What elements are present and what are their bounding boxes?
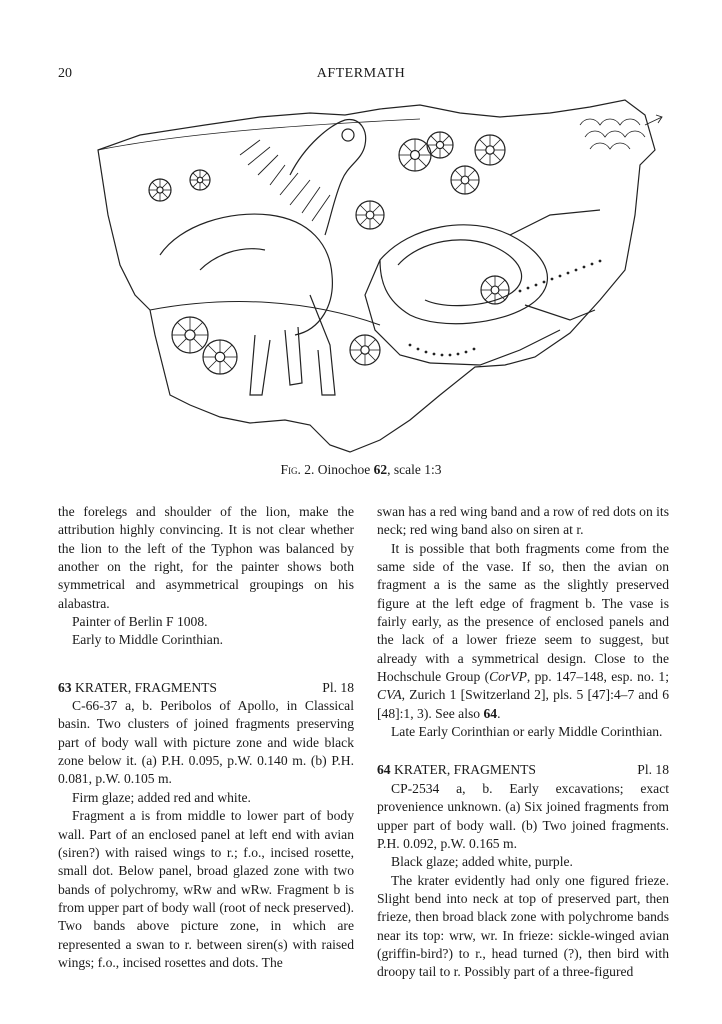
paragraph: The krater evidently had only one figured frieze. Slight bend into neck at top of preserved part, then frieze, then broad black zone with polychrome bands near its top: wrw, wr. In frieze: sickle-winged avian (griffin-bird?) to r., head turned (?), then bird with droopy tail to r. Possibly part of a three-figured <box>377 872 669 980</box>
rosette-ornament <box>350 335 380 365</box>
figure-catalog-number: 62 <box>373 462 388 477</box>
entry-number: 63 <box>58 679 72 695</box>
rosette-ornament <box>481 276 509 304</box>
right-column <box>377 503 669 982</box>
pointer-mark <box>645 115 662 125</box>
scale-pattern <box>580 119 645 149</box>
entry-heading-64 <box>377 761 669 779</box>
rosette-ornament <box>203 340 237 374</box>
figure-label: Fig. <box>280 462 301 477</box>
rosette-ornament <box>149 179 171 201</box>
figure-caption-text: Oinochoe <box>317 462 371 477</box>
rosette-ornament <box>427 132 453 158</box>
rosette-ornament <box>475 135 505 165</box>
plate-reference: Pl. 18 <box>322 679 354 695</box>
rosette-ornament <box>399 139 431 171</box>
paragraph: CP-2534 a, b. Early excavations; exact provenience unknown. (a) Six joined fragments from upper part of body wall. (b) Two joined fragments. P.H. 0.092, p.W. 0.165 m. <box>377 780 669 851</box>
paragraph: Painter of Berlin F 1008. <box>72 614 208 630</box>
cross-reference: 64 <box>483 705 498 721</box>
paragraph: Fragment a is from middle to lower part of body wall. Part of an enclosed panel at left end with avian (siren?) with raised wings to r.; f.o., incised rosette, small dot. Below panel, broad glazed zone with two bands of polychromy, wRw and wRw. Fragment b is from upper part of body wall (root of neck preserved). Two bands above picture zone, in which are represented a swan to r. between siren(s) with raised wings; f.o., incised rosettes and dots. The <box>58 808 354 970</box>
entry-heading-63 <box>58 679 354 697</box>
entry-number: 64 <box>377 762 391 778</box>
text-run: It is possible that both fragments come from the same side of the vase. If so, then the avian on fragment a is the same as the slightly preserved figure at the left edge of fragment b. The vase is fairly early, as the presence of enclosed panels and the lack of a lower frieze seem to suggest, but already with a symmetrical design. Close to the Hochschule Group ( <box>377 540 669 685</box>
entry-title: KRATER, FRAGMENTS <box>394 762 536 778</box>
figure-number: 2. <box>304 462 315 477</box>
paragraph: Firm glaze; added red and white. <box>72 789 251 805</box>
hybrid-creature-figure <box>240 120 366 235</box>
paragraph: C-66-37 a, b. Peribolos of Apollo, in Classical basin. Two clusters of joined fragments preserving part of body wall with picture zone and wide black zone below it. (a) P.H. 0.095, p.W. 0.140 m. (b) P.H. 0.081, p.W. 0.105 m. <box>58 698 354 787</box>
swan-figure <box>365 210 600 365</box>
left-column <box>58 503 354 972</box>
figure-caption <box>0 462 722 478</box>
figure-scale: , scale 1:3 <box>387 462 442 477</box>
citation-corvp: CorVP <box>489 669 527 685</box>
paragraph: Early to Middle Corinthian. <box>72 632 224 648</box>
rosette-ornament <box>356 201 384 229</box>
paragraph <box>377 540 669 723</box>
paragraph: Late Early Corinthian or early Middle Corinthian. <box>391 724 663 740</box>
fragment-outline <box>98 100 655 452</box>
rosette-ornament <box>451 166 479 194</box>
text-run: , Zurich 1 [Switzerland 2], pls. 5 [47]:4–7 and 6 [48]:1, 3). See also <box>377 687 669 721</box>
entry-title: KRATER, FRAGMENTS <box>75 679 217 695</box>
rosette-ornament <box>190 170 210 190</box>
running-head: AFTERMATH <box>316 66 406 81</box>
plate-reference: Pl. 18 <box>637 762 669 778</box>
rosette-ornament <box>172 317 208 353</box>
citation-cva: CVA <box>377 687 402 703</box>
text-run: , pp. 147–148, esp. no. 1; <box>526 669 669 685</box>
text-run: . <box>497 705 501 721</box>
paragraph: the forelegs and shoulder of the lion, make the attribution highly convincing. It is not clear whether the lion to the left of the Typhon was balanced by another on the right, for the painter shows both symmetrical and asymmetrical groupings on his alabastra. <box>58 504 354 611</box>
dot-row-pattern <box>409 260 602 357</box>
paragraph: swan has a red wing band and a row of red dots on its neck; red wing band also on siren at r. <box>377 504 669 538</box>
oinochoe-drawing <box>80 95 670 455</box>
paragraph: Black glaze; added white, purple. <box>391 854 573 870</box>
page-number: 20 <box>58 66 72 81</box>
